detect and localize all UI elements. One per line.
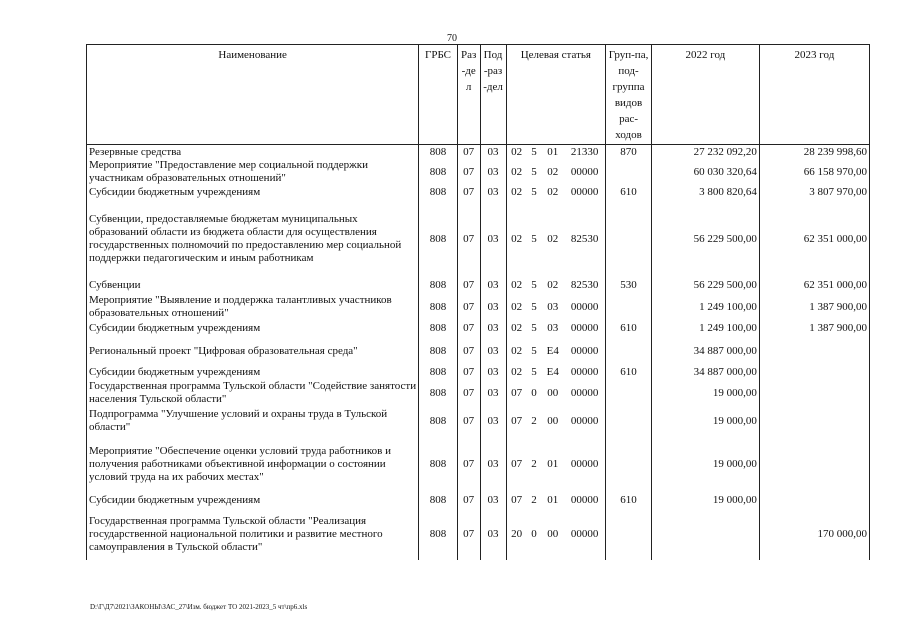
header-2023: 2023 год xyxy=(759,45,869,145)
cell-t4: 82530 xyxy=(570,279,599,291)
table-row xyxy=(87,379,870,407)
cell-vr: 530 xyxy=(606,278,652,293)
header-razdel: Раз-дел xyxy=(457,45,480,145)
cell-vr xyxy=(606,508,652,560)
cell-y2023 xyxy=(759,379,869,407)
cell-y2022: 56 229 500,00 xyxy=(651,278,759,293)
header-podrazdel: Под-раз-дел xyxy=(480,45,506,145)
cell-rz: 07 xyxy=(457,336,480,366)
cell-t2: 0 xyxy=(531,386,537,399)
cell-t3: 02 xyxy=(547,279,559,291)
cell-t3: 02 xyxy=(547,165,559,178)
cell-t2: 5 xyxy=(531,322,537,334)
cell-pr: 03 xyxy=(480,185,506,200)
cell-t2: 5 xyxy=(531,366,537,378)
cell-t3: 01 xyxy=(547,457,559,470)
cell-vr xyxy=(606,379,652,407)
cell-grbs: 808 xyxy=(419,366,457,379)
cell-grbs: 808 xyxy=(419,407,457,435)
cell-name: Резервные средства xyxy=(87,145,419,160)
cell-rz: 07 xyxy=(457,493,480,508)
cell-t4: 00000 xyxy=(570,322,599,334)
cell-vr: 610 xyxy=(606,493,652,508)
cell-name: Субсидии бюджетным учреждениям xyxy=(87,366,419,379)
cell-t4: 00000 xyxy=(570,494,599,506)
cell-pr: 03 xyxy=(480,379,506,407)
cell-name: Государственная программа Тульской области "Реализация государственной национальной политики и развитие местного самоуправления в Тульской области" xyxy=(87,508,419,560)
cell-y2022: 60 030 320,64 xyxy=(651,159,759,185)
cell-t1: 02 xyxy=(506,200,527,278)
cell-t1: 02 xyxy=(506,293,527,321)
cell-y2022: 1 249 100,00 xyxy=(651,293,759,321)
cell-t2: 5 xyxy=(531,300,537,313)
cell-name: Мероприятие "Предоставление мер социальной поддержки участникам образовательных отношений" xyxy=(87,159,419,185)
cell-rz: 07 xyxy=(457,159,480,185)
cell-t1: 07 xyxy=(506,435,527,493)
cell-name: Субсидии бюджетным учреждениям xyxy=(87,321,419,336)
cell-t2: 5 xyxy=(531,232,537,245)
cell-y2022: 34 887 000,00 xyxy=(651,366,759,379)
cell-pr: 03 xyxy=(480,493,506,508)
cell-grbs: 808 xyxy=(419,278,457,293)
table-row xyxy=(87,508,870,560)
cell-t1: 20 xyxy=(506,508,527,560)
cell-t1: 07 xyxy=(506,407,527,435)
table-row xyxy=(87,200,870,278)
cell-t4: 00000 xyxy=(570,300,599,313)
cell-t2: 0 xyxy=(531,527,537,540)
cell-pr: 03 xyxy=(480,407,506,435)
cell-t3: 03 xyxy=(547,300,559,313)
header-2022: 2022 год xyxy=(651,45,759,145)
cell-y2022: 19 000,00 xyxy=(651,379,759,407)
cell-rz: 07 xyxy=(457,435,480,493)
cell-pr: 03 xyxy=(480,293,506,321)
cell-t2: 5 xyxy=(531,165,537,178)
cell-pr: 03 xyxy=(480,435,506,493)
cell-y2023 xyxy=(759,493,869,508)
cell-name: Региональный проект "Цифровая образовательная среда" xyxy=(87,336,419,366)
cell-y2023: 1 387 900,00 xyxy=(759,293,869,321)
cell-rz: 07 xyxy=(457,185,480,200)
cell-name: Субвенции xyxy=(87,278,419,293)
cell-grbs: 808 xyxy=(419,493,457,508)
cell-t3: 02 xyxy=(547,232,559,245)
cell-pr: 03 xyxy=(480,321,506,336)
cell-rz: 07 xyxy=(457,366,480,379)
cell-vr xyxy=(606,200,652,278)
cell-y2023: 1 387 900,00 xyxy=(759,321,869,336)
cell-rz: 07 xyxy=(457,293,480,321)
header-expense-group: Груп-па, под-группа видов рас-ходов xyxy=(606,45,652,145)
header-target-article: Целевая статья xyxy=(506,45,606,145)
cell-t2: 5 xyxy=(531,279,537,291)
cell-name: Государственная программа Тульской области "Содействие занятости населения Тульской области" xyxy=(87,379,419,407)
cell-pr: 03 xyxy=(480,200,506,278)
cell-vr xyxy=(606,336,652,366)
cell-t4: 00000 xyxy=(570,165,599,178)
cell-y2022: 19 000,00 xyxy=(651,407,759,435)
cell-t4: 21330 xyxy=(570,146,599,158)
header-name: Наименование xyxy=(87,45,419,145)
cell-t1: 02 xyxy=(506,336,527,366)
cell-name: Мероприятие "Выявление и поддержка талантливых участников образовательных отношений" xyxy=(87,293,419,321)
cell-t4: 82530 xyxy=(570,232,599,245)
cell-name: Мероприятие "Обеспечение оценки условий труда работников и получения работниками объективной информации о состоянии условий труда на их рабочих местах" xyxy=(87,435,419,493)
cell-y2023: 170 000,00 xyxy=(759,508,869,560)
header-grbs: ГРБС xyxy=(419,45,457,145)
cell-t2: 2 xyxy=(531,414,537,427)
cell-pr: 03 xyxy=(480,159,506,185)
cell-y2022: 3 800 820,64 xyxy=(651,185,759,200)
cell-y2023 xyxy=(759,366,869,379)
cell-y2022: 34 887 000,00 xyxy=(651,336,759,366)
cell-vr xyxy=(606,407,652,435)
cell-vr: 610 xyxy=(606,321,652,336)
cell-t4: 00000 xyxy=(570,344,599,357)
cell-grbs: 808 xyxy=(419,185,457,200)
cell-vr xyxy=(606,435,652,493)
cell-rz: 07 xyxy=(457,321,480,336)
table-row xyxy=(87,366,870,379)
cell-t1: 02 xyxy=(506,366,527,379)
table-row xyxy=(87,185,870,200)
budget-table xyxy=(86,44,870,560)
cell-y2023: 62 351 000,00 xyxy=(759,200,869,278)
cell-y2022: 56 229 500,00 xyxy=(651,200,759,278)
cell-vr: 610 xyxy=(606,366,652,379)
cell-name: Субвенции, предоставляемые бюджетам муниципальных образований области из бюджета области для осуществления государственных полномочий по предоставлению мер социальной поддержки педагогическим и иным работникам xyxy=(87,200,419,278)
cell-t4: 00000 xyxy=(570,414,599,427)
cell-t3: 00 xyxy=(547,527,559,540)
cell-vr: 870 xyxy=(606,145,652,160)
cell-t4: 00000 xyxy=(570,386,599,399)
cell-t1: 02 xyxy=(506,278,527,293)
cell-pr: 03 xyxy=(480,366,506,379)
cell-y2022: 19 000,00 xyxy=(651,435,759,493)
cell-t3: 02 xyxy=(547,186,559,198)
cell-pr: 03 xyxy=(480,508,506,560)
cell-vr: 610 xyxy=(606,185,652,200)
cell-y2023: 62 351 000,00 xyxy=(759,278,869,293)
cell-rz: 07 xyxy=(457,278,480,293)
cell-y2022: 19 000,00 xyxy=(651,493,759,508)
table-row xyxy=(87,278,870,293)
file-path-footer: D:\Г\Д7\2021\ЗАКОНЫ\ЗАС_27\Изм. бюджет ТО 2021-2023_5 чт\пр6.xls xyxy=(90,603,308,611)
table-row xyxy=(87,293,870,321)
cell-t2: 5 xyxy=(531,344,537,357)
table-row xyxy=(87,493,870,508)
cell-grbs: 808 xyxy=(419,200,457,278)
cell-y2022: 1 249 100,00 xyxy=(651,321,759,336)
cell-grbs: 808 xyxy=(419,321,457,336)
cell-y2023 xyxy=(759,435,869,493)
cell-y2023 xyxy=(759,407,869,435)
cell-grbs: 808 xyxy=(419,159,457,185)
cell-t3: E4 xyxy=(546,366,559,378)
cell-vr xyxy=(606,159,652,185)
cell-t4: 00000 xyxy=(570,457,599,470)
cell-t4: 00000 xyxy=(570,186,599,198)
cell-t3: 00 xyxy=(547,386,559,399)
table-row xyxy=(87,145,870,160)
cell-name: Подпрограмма "Улучшение условий и охраны труда в Тульской области" xyxy=(87,407,419,435)
cell-y2023 xyxy=(759,336,869,366)
cell-vr xyxy=(606,293,652,321)
cell-pr: 03 xyxy=(480,278,506,293)
cell-t3: 00 xyxy=(547,414,559,427)
cell-grbs: 808 xyxy=(419,293,457,321)
cell-pr: 03 xyxy=(480,145,506,160)
cell-t2: 5 xyxy=(531,146,537,158)
cell-grbs: 808 xyxy=(419,336,457,366)
cell-rz: 07 xyxy=(457,145,480,160)
cell-t1: 07 xyxy=(506,493,527,508)
cell-grbs: 808 xyxy=(419,379,457,407)
table-row xyxy=(87,336,870,366)
cell-t2: 2 xyxy=(531,457,537,470)
cell-y2023: 3 807 970,00 xyxy=(759,185,869,200)
cell-t3: E4 xyxy=(546,344,559,357)
cell-t3: 01 xyxy=(547,494,559,506)
cell-rz: 07 xyxy=(457,200,480,278)
page-number: 70 xyxy=(447,33,457,44)
cell-name: Субсидии бюджетным учреждениям xyxy=(87,493,419,508)
cell-t2: 2 xyxy=(531,494,537,506)
cell-rz: 07 xyxy=(457,407,480,435)
cell-grbs: 808 xyxy=(419,435,457,493)
table-row xyxy=(87,407,870,435)
cell-rz: 07 xyxy=(457,379,480,407)
cell-pr: 03 xyxy=(480,336,506,366)
cell-y2023: 28 239 998,60 xyxy=(759,145,869,160)
table-row xyxy=(87,435,870,493)
cell-y2022: 27 232 092,20 xyxy=(651,145,759,160)
cell-rz: 07 xyxy=(457,508,480,560)
table-header-row xyxy=(87,45,870,145)
cell-name: Субсидии бюджетным учреждениям xyxy=(87,185,419,200)
cell-grbs: 808 xyxy=(419,145,457,160)
cell-y2022 xyxy=(651,508,759,560)
cell-t1: 02 xyxy=(506,145,527,160)
cell-t1: 07 xyxy=(506,379,527,407)
cell-t3: 03 xyxy=(547,322,559,334)
cell-t1: 02 xyxy=(506,159,527,185)
cell-grbs: 808 xyxy=(419,508,457,560)
cell-t1: 02 xyxy=(506,321,527,336)
cell-y2023: 66 158 970,00 xyxy=(759,159,869,185)
cell-t3: 01 xyxy=(547,146,559,158)
cell-t4: 00000 xyxy=(570,527,599,540)
cell-t1: 02 xyxy=(506,185,527,200)
table-row xyxy=(87,159,870,185)
cell-t2: 5 xyxy=(531,186,537,198)
cell-t4: 00000 xyxy=(570,366,599,378)
table-row xyxy=(87,321,870,336)
